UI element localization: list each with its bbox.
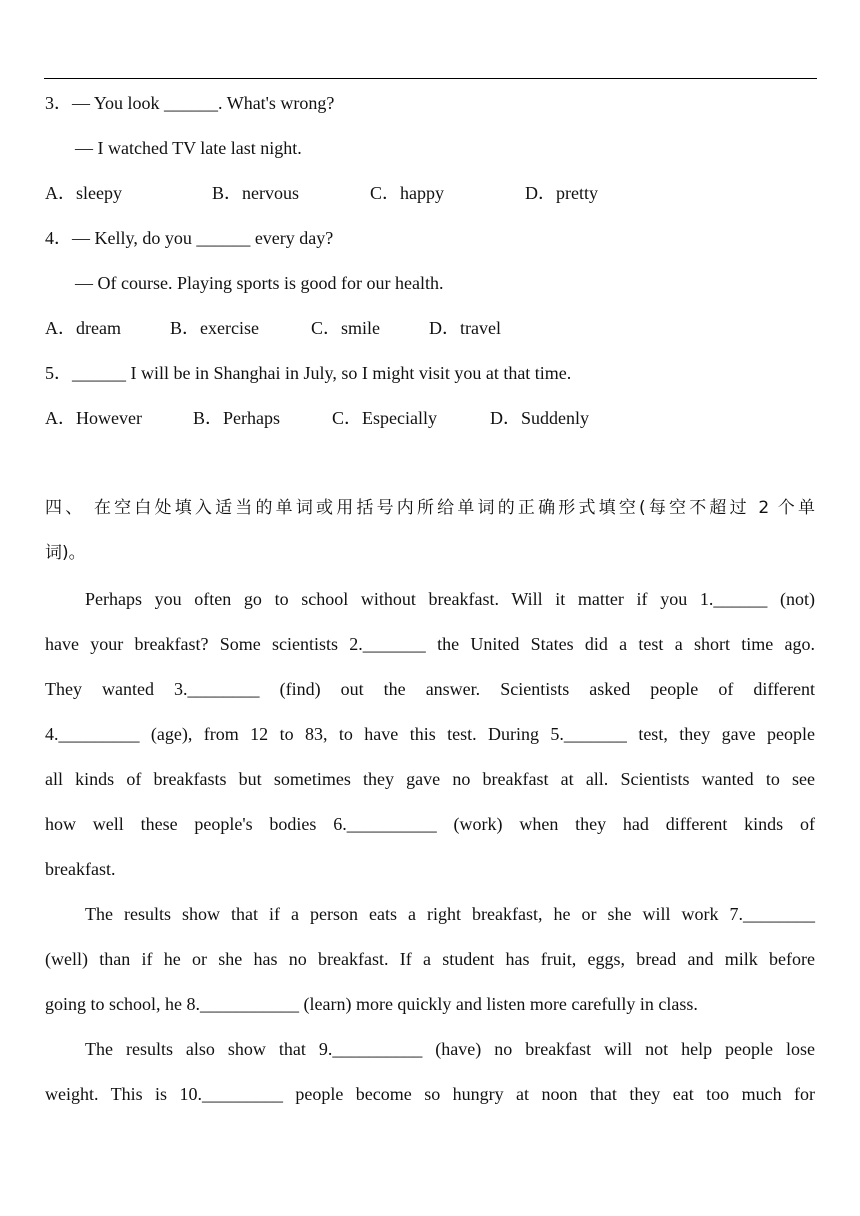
- question-number: 3．: [45, 93, 72, 113]
- question-5-stem: [45, 361, 815, 385]
- option-d: D．travel: [429, 318, 501, 338]
- passage-line-7: breakfast.: [45, 859, 116, 879]
- passage-line-3: They wanted 3.________ (find) out the answer. Scientists asked people of different: [45, 679, 815, 699]
- passage-line-12: weight. This is 10._________ people become so hungry at noon that they eat too much for: [45, 1084, 815, 1104]
- option-d: D．pretty: [525, 183, 598, 203]
- question-number: 4．: [45, 228, 72, 248]
- option-a: A．sleepy: [45, 183, 122, 203]
- question-4-reply: — Of course. Playing sports is good for our health.: [75, 273, 444, 293]
- question-number: 5．: [45, 363, 72, 383]
- passage-line-2: have your breakfast? Some scientists 2._______ the United States did a test a short time ago.: [45, 634, 815, 654]
- option-b: B．nervous: [212, 183, 299, 203]
- passage-line-9: (well) than if he or she has no breakfast. If a student has fruit, eggs, bread and milk before: [45, 949, 815, 969]
- header-rule: [44, 78, 817, 79]
- option-a: A．However: [45, 408, 142, 428]
- question-text: ______ I will be in Shanghai in July, so I might visit you at that time.: [72, 363, 572, 383]
- option-c: C．smile: [311, 318, 381, 338]
- section-heading-continued: 词)。: [45, 543, 86, 563]
- passage-line-5: all kinds of breakfasts but sometimes they gave no breakfast at all. Scientists wanted to see: [45, 769, 815, 789]
- passage-line-1: Perhaps you often go to school without breakfast. Will it matter if you 1.______ (not): [85, 589, 815, 609]
- question-4-stem: [45, 226, 815, 250]
- passage-line-4: 4._________ (age), from 12 to 83, to have this test. During 5._______ test, they gave people: [45, 724, 815, 744]
- option-d: D．Suddenly: [490, 408, 589, 428]
- option-b: B．exercise: [170, 318, 259, 338]
- option-c: C．happy: [370, 183, 444, 203]
- option-a: A．dream: [45, 318, 121, 338]
- section-heading: 四、 在空白处填入适当的单词或用括号内所给单词的正确形式填空(每空不超过 2 个单: [45, 498, 815, 518]
- question-text: — Kelly, do you ______ every day?: [72, 228, 334, 248]
- option-c: C．Especially: [332, 408, 437, 428]
- passage-line-6: how well these people's bodies 6.__________ (work) when they had different kinds of: [45, 814, 815, 834]
- passage-line-11: The results also show that 9.__________ (have) no breakfast will not help people lose: [85, 1039, 815, 1059]
- option-b: B．Perhaps: [193, 408, 280, 428]
- question-3-stem: [45, 91, 815, 115]
- question-text: — You look ______. What's wrong?: [72, 93, 335, 113]
- passage-line-10: going to school, he 8.___________ (learn) more quickly and listen more carefully in class.: [45, 994, 698, 1014]
- question-3-reply: — I watched TV late last night.: [75, 138, 302, 158]
- passage-line-8: The results show that if a person eats a right breakfast, he or she will work 7.________: [85, 904, 815, 924]
